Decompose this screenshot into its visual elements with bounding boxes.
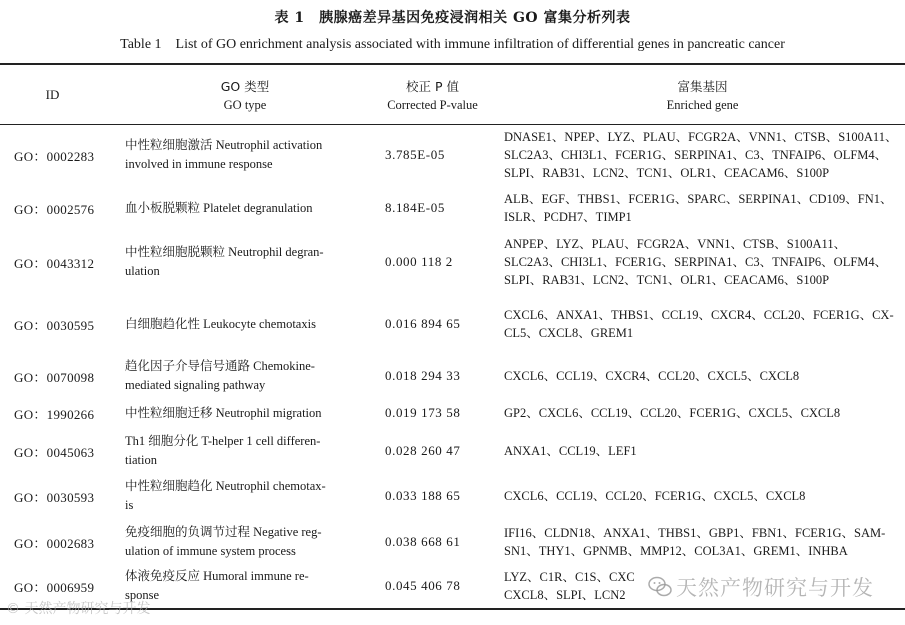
cell-enriched-gene bbox=[504, 474, 902, 518]
go-type-line: 体液免疫反应 Humoral immune re- bbox=[125, 569, 309, 583]
header-id: ID bbox=[45, 87, 60, 102]
table-number: Table 1 bbox=[120, 37, 162, 52]
enriched-gene-line: SLC2A3、CHI3L1、FCER1G、SERPINA1、C3、TNFAIP6、OLFM4、 bbox=[504, 255, 888, 269]
cell-go-id bbox=[14, 520, 114, 564]
go-type-line: mediated signaling pathway bbox=[125, 378, 266, 392]
go-type-line: Th1 细胞分化 T-helper 1 cell differen- bbox=[125, 434, 321, 448]
p-value-text: 0.033 188 65 bbox=[385, 488, 461, 503]
header-go-type-cn: GO 类型 bbox=[220, 79, 270, 94]
enriched-gene-text bbox=[504, 306, 894, 342]
cell-enriched-gene bbox=[504, 520, 902, 564]
table-title-cn: 表 1 胰腺癌差异基因免疫浸润相关 GO 富集分析列表 bbox=[274, 10, 631, 26]
watermark-left: © 天然产物研究与开发 bbox=[6, 601, 151, 617]
go-type-line: 免疫细胞的负调节过程 Negative reg- bbox=[125, 525, 322, 539]
cell-go-type bbox=[125, 294, 365, 354]
cell-p-value bbox=[385, 520, 495, 564]
cell-enriched-gene bbox=[504, 430, 902, 472]
go-type-line: ulation of immune system process bbox=[125, 544, 296, 558]
enriched-gene-line: IFI16、CLDN18、ANXA1、THBS1、GBP1、FBN1、FCER1G、SAM- bbox=[504, 526, 886, 540]
table-row bbox=[0, 474, 905, 518]
go-type-line: tiation bbox=[125, 453, 157, 467]
cell-enriched-gene bbox=[504, 126, 902, 184]
cell-go-type bbox=[125, 186, 365, 230]
cell-p-value bbox=[385, 186, 495, 230]
go-type-line: is bbox=[125, 498, 134, 512]
p-value-text: 0.000 118 2 bbox=[385, 254, 453, 269]
enriched-gene-line: GP2、CXCL6、CCL19、CCL20、FCER1G、CXCL5、CXCL8 bbox=[504, 406, 841, 420]
cell-enriched-gene bbox=[504, 232, 902, 292]
go-id-text: GO：0043312 bbox=[14, 255, 95, 271]
go-type-text bbox=[125, 136, 322, 174]
go-type-line: 中性粒细胞激活 Neutrophil activation bbox=[125, 138, 323, 152]
go-type-text bbox=[125, 523, 322, 561]
enriched-gene-line: SN1、THY1、GPNMB、MMP12、COL3A1、GREM1、INHBA bbox=[504, 544, 848, 558]
header-p-value-en: Corrected P-value bbox=[387, 98, 478, 112]
enriched-gene-text bbox=[504, 367, 799, 385]
enriched-gene-line: CXCL6、ANXA1、THBS1、CCL19、CXCR4、CCL20、FCER1G、CX- bbox=[504, 308, 894, 322]
go-type-text bbox=[125, 477, 326, 515]
cell-go-id bbox=[14, 474, 114, 518]
cell-p-value bbox=[385, 398, 495, 428]
cell-enriched-gene bbox=[504, 398, 902, 428]
table-row bbox=[0, 398, 905, 428]
cell-go-type bbox=[125, 356, 365, 396]
go-type-line: sponse bbox=[125, 588, 160, 602]
cell-go-type bbox=[125, 566, 365, 606]
cell-go-id bbox=[14, 232, 114, 292]
header-p-value-cn: 校正 P 值 bbox=[406, 79, 459, 94]
go-type-text bbox=[125, 404, 322, 423]
cell-go-type bbox=[125, 430, 365, 472]
enriched-gene-text bbox=[504, 568, 635, 604]
go-id-text: GO：0002576 bbox=[14, 201, 95, 217]
cell-p-value bbox=[385, 126, 495, 184]
go-type-line: 中性粒细胞趋化 Neutrophil chemotax- bbox=[125, 479, 326, 493]
enriched-gene-line: CL5、CXCL8、GREM1 bbox=[504, 326, 634, 340]
table-header-rule bbox=[0, 124, 905, 125]
cell-p-value bbox=[385, 474, 495, 518]
cell-go-type bbox=[125, 520, 365, 564]
enriched-gene-line: LYZ、C1R、C1S、CXC bbox=[504, 570, 635, 584]
cell-enriched-gene bbox=[504, 356, 902, 396]
go-id-text: GO：0070098 bbox=[14, 369, 95, 385]
enriched-gene-line: SLPI、RAB31、LCN2、TCN1、OLR1、CEACAM6、S100P bbox=[504, 166, 830, 180]
enriched-gene-line: SLPI、RAB31、LCN2、TCN1、OLR1、CEACAM6、S100P bbox=[504, 273, 830, 287]
cell-go-type bbox=[125, 232, 365, 292]
go-type-line: 中性粒细胞脱颗粒 Neutrophil degran- bbox=[125, 245, 324, 259]
cell-go-id bbox=[14, 398, 114, 428]
header-enriched-gene bbox=[505, 78, 900, 114]
enriched-gene-line: DNASE1、NPEP、LYZ、PLAU、FCGR2A、VNN1、CTSB、S100A11、 bbox=[504, 130, 898, 144]
go-type-line: involved in immune response bbox=[125, 157, 273, 171]
go-id-text: GO：0002283 bbox=[14, 148, 95, 164]
enriched-gene-text bbox=[504, 524, 885, 560]
wechat-logo-icon bbox=[648, 576, 672, 598]
table-row bbox=[0, 186, 905, 230]
watermark-right bbox=[648, 572, 874, 602]
table-top-rule bbox=[0, 63, 905, 65]
cell-go-type bbox=[125, 126, 365, 184]
table-row bbox=[0, 430, 905, 472]
cell-enriched-gene bbox=[504, 186, 902, 230]
table-row bbox=[0, 232, 905, 292]
p-value-text: 0.016 894 65 bbox=[385, 316, 461, 331]
go-type-line: 血小板脱颗粒 Platelet degranulation bbox=[125, 200, 313, 215]
cell-go-type bbox=[125, 398, 365, 428]
go-type-text bbox=[125, 432, 320, 470]
cell-go-id bbox=[14, 430, 114, 472]
cell-p-value bbox=[385, 356, 495, 396]
table-row bbox=[0, 356, 905, 396]
cell-go-id bbox=[14, 356, 114, 396]
enriched-gene-line: CXCL6、CCL19、CCL20、FCER1G、CXCL5、CXCL8 bbox=[504, 489, 806, 503]
cell-enriched-gene bbox=[504, 294, 902, 354]
go-type-line: 中性粒细胞迁移 Neutrophil migration bbox=[125, 405, 322, 420]
cell-go-id bbox=[14, 186, 114, 230]
enriched-gene-line: ALB、EGF、THBS1、FCER1G、SPARC、SERPINA1、CD109、FN1、 bbox=[504, 192, 893, 206]
cell-p-value bbox=[385, 232, 495, 292]
enriched-gene-text bbox=[504, 487, 805, 505]
go-id-text: GO：0030595 bbox=[14, 317, 95, 333]
enriched-gene-line: CXCL6、CCL19、CXCR4、CCL20、CXCL5、CXCL8 bbox=[504, 369, 800, 383]
enriched-gene-text bbox=[504, 442, 637, 460]
enriched-gene-text bbox=[504, 404, 840, 422]
enriched-gene-line: SLC2A3、CHI3L1、FCER1G、SERPINA1、C3、TNFAIP6、OLFM4、 bbox=[504, 148, 888, 162]
table-title-en bbox=[0, 37, 905, 53]
enriched-gene-line: CXCL8、SLPI、LCN2 bbox=[504, 588, 626, 602]
enriched-gene-line: ISLR、PCDH7、TIMP1 bbox=[504, 210, 632, 224]
go-type-text bbox=[125, 315, 316, 334]
cell-p-value bbox=[385, 566, 495, 606]
table-row bbox=[0, 294, 905, 354]
cell-p-value bbox=[385, 294, 495, 354]
enriched-gene-text bbox=[504, 235, 887, 289]
go-type-line: ulation bbox=[125, 264, 160, 278]
cell-go-type bbox=[125, 474, 365, 518]
cell-go-id bbox=[14, 126, 114, 184]
go-type-text bbox=[125, 243, 324, 281]
p-value-text: 0.038 668 61 bbox=[385, 534, 461, 549]
go-id-text: GO：1990266 bbox=[14, 406, 95, 422]
header-p-value bbox=[360, 78, 505, 114]
table-row bbox=[0, 520, 905, 564]
enriched-gene-line: ANXA1、CCL19、LEF1 bbox=[504, 444, 637, 458]
enriched-gene-text bbox=[504, 128, 897, 182]
p-value-text: 0.018 294 33 bbox=[385, 368, 461, 383]
enriched-gene-text bbox=[504, 190, 893, 226]
go-id-text: GO：0006959 bbox=[14, 579, 95, 595]
watermark-right-text: 天然产物研究与开发 bbox=[676, 576, 874, 600]
go-type-line: 白细胞趋化性 Leukocyte chemotaxis bbox=[125, 316, 316, 331]
go-id-text: GO：0002683 bbox=[14, 535, 95, 551]
header-enriched-gene-cn: 富集基因 bbox=[677, 79, 728, 94]
go-id-text: GO：0045063 bbox=[14, 444, 95, 460]
p-value-text: 0.045 406 78 bbox=[385, 578, 461, 593]
p-value-text: 0.028 260 47 bbox=[385, 443, 461, 458]
p-value-text: 8.184E-05 bbox=[385, 200, 445, 215]
cell-go-id bbox=[14, 294, 114, 354]
table-title-en-text: List of GO enrichment analysis associated with immune infiltration of differential genes in pancreatic cancer bbox=[175, 37, 785, 52]
go-id-text: GO：0030593 bbox=[14, 489, 95, 505]
enriched-gene-line: ANPEP、LYZ、PLAU、FCGR2A、VNN1、CTSB、S100A11、 bbox=[504, 237, 847, 251]
table-row bbox=[0, 126, 905, 184]
go-type-text bbox=[125, 567, 309, 605]
header-enriched-gene-en: Enriched gene bbox=[666, 98, 739, 112]
cell-p-value bbox=[385, 430, 495, 472]
go-type-line: 趋化因子介导信号通路 Chemokine- bbox=[125, 359, 315, 373]
p-value-text: 0.019 173 58 bbox=[385, 405, 461, 420]
p-value-text: 3.785E-05 bbox=[385, 147, 445, 162]
go-type-text bbox=[125, 199, 312, 218]
header-go-type-en: GO type bbox=[223, 98, 267, 112]
header-go-type bbox=[150, 78, 340, 114]
go-type-text bbox=[125, 357, 315, 395]
